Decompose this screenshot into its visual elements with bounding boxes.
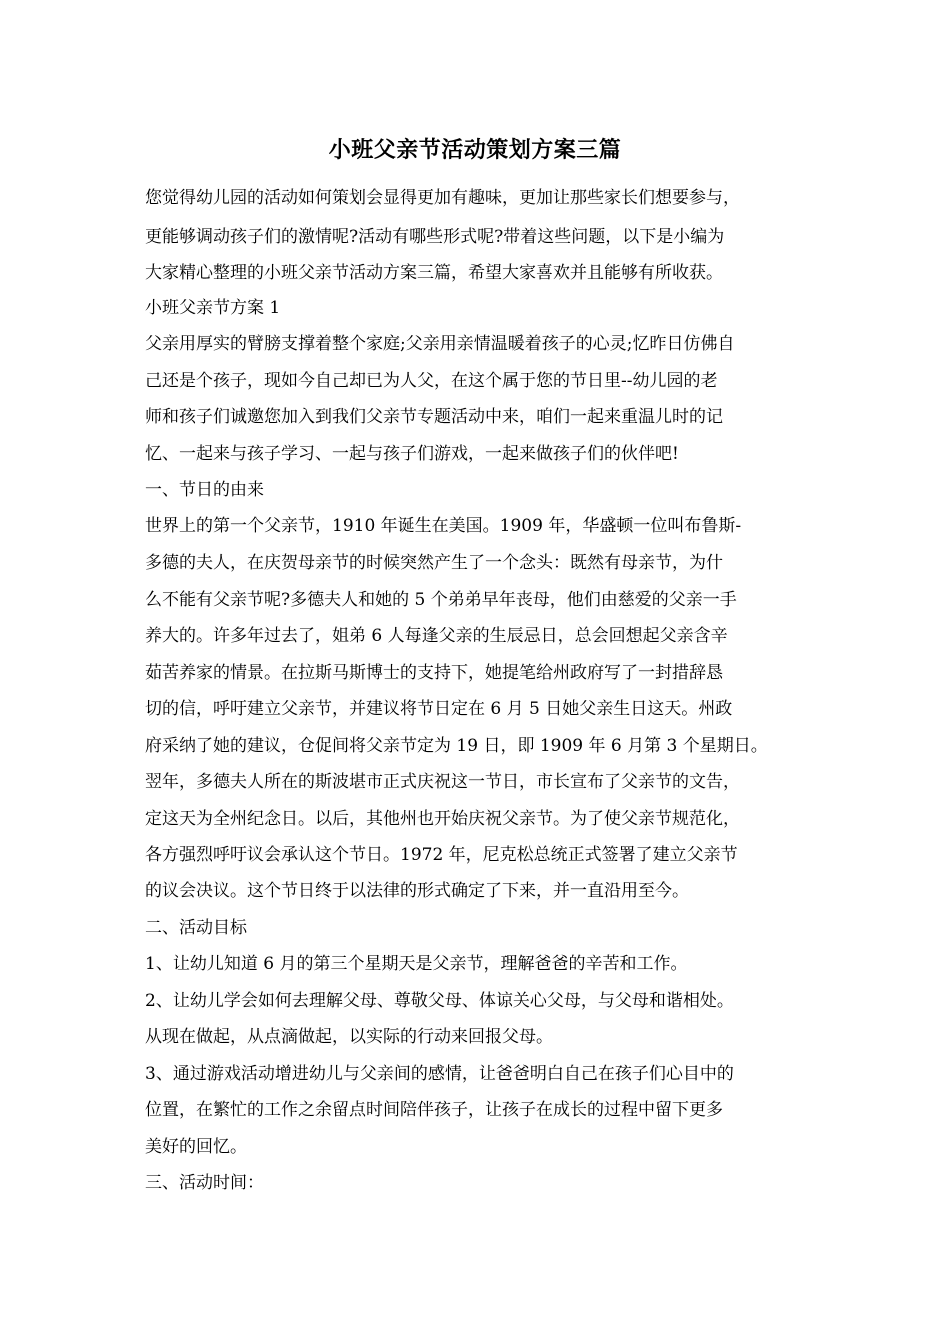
text-line: 美好的回忆。 — [145, 1137, 247, 1157]
text-line: 定这天为全州纪念日。以后，其他州也开始庆祝父亲节。为了使父亲节规范化， — [145, 809, 740, 829]
text-line: 多德的夫人，在庆贺母亲节的时候突然产生了一个念头：既然有母亲节，为什 — [145, 553, 723, 573]
text-line: 位置，在繁忙的工作之余留点时间陪伴孩子，让孩子在成长的过程中留下更多 — [145, 1100, 723, 1120]
text-line: 1、让幼儿知道 6 月的第三个星期天是父亲节，理解爸爸的辛苦和工作。 — [145, 954, 688, 974]
text-line: 3、通过游戏活动增进幼儿与父亲间的感情，让爸爸明白自己在孩子们心目中的 — [145, 1064, 734, 1084]
text-line: 父亲用厚实的臂膀支撑着整个家庭;父亲用亲情温暖着孩子的心灵;忆昨日仿佛自 — [145, 334, 735, 354]
section-heading: 二、活动目标 — [145, 918, 247, 938]
text-line: 各方强烈呼吁议会承认这个节日。1972 年，尼克松总统正式签署了建立父亲节 — [145, 845, 738, 865]
text-line: 忆、一起来与孩子学习、一起与孩子们游戏，一起来做孩子们的伙伴吧! — [145, 444, 679, 464]
text-line: 师和孩子们诚邀您加入到我们父亲节专题活动中来，咱们一起来重温儿时的记 — [145, 407, 723, 427]
text-line: 养大的。许多年过去了，姐弟 6 人每逢父亲的生辰忌日，总会回想起父亲含辛 — [145, 626, 728, 646]
text-line: 府采纳了她的建议，仓促间将父亲节定为 19 日，即 1909 年 6 月第 3 个星期日。 — [145, 736, 768, 756]
text-line: 您觉得幼儿园的活动如何策划会显得更加有趣味，更加让那些家长们想要参与， — [145, 188, 740, 208]
text-line: 从现在做起，从点滴做起，以实际的行动来回报父母。 — [145, 1027, 553, 1047]
text-line: 的议会决议。这个节日终于以法律的形式确定了下来，并一直沿用至今。 — [145, 881, 689, 901]
text-line: 茹苦养家的情景。在拉斯马斯博士的支持下，她提笔给州政府写了一封措辞恳 — [145, 663, 723, 683]
text-line: 更能够调动孩子们的激情呢?活动有哪些形式呢?带着这些问题，以下是小编为 — [145, 227, 725, 247]
text-line: 2、让幼儿学会如何去理解父母、尊敬父母、体谅关心父母，与父母和谐相处。 — [145, 991, 734, 1011]
text-line: 大家精心整理的小班父亲节活动方案三篇，希望大家喜欢并且能够有所收获。 — [145, 263, 723, 283]
text-line: 己还是个孩子，现如今自己却已为人父，在这个属于您的节日里--幼儿园的老 — [145, 371, 718, 391]
section-heading: 三、活动时间： — [145, 1173, 264, 1193]
text-line: 么不能有父亲节呢?多德夫人和她的 5 个弟弟早年丧母，他们由慈爱的父亲一手 — [145, 590, 737, 610]
document-title: 小班父亲节活动策划方案三篇 — [328, 137, 622, 163]
text-line: 切的信，呼吁建立父亲节，并建议将节日定在 6 月 5 日她父亲生日这天。州政 — [145, 699, 733, 719]
text-line: 世界上的第一个父亲节，1910 年诞生在美国。1909 年，华盛顿一位叫布鲁斯- — [145, 516, 742, 536]
section-heading: 一、节日的由来 — [145, 480, 264, 500]
section-heading: 小班父亲节方案 1 — [145, 298, 281, 318]
text-line: 翌年，多德夫人所在的斯波堪市正式庆祝这一节日，市长宣布了父亲节的文告， — [145, 772, 740, 792]
